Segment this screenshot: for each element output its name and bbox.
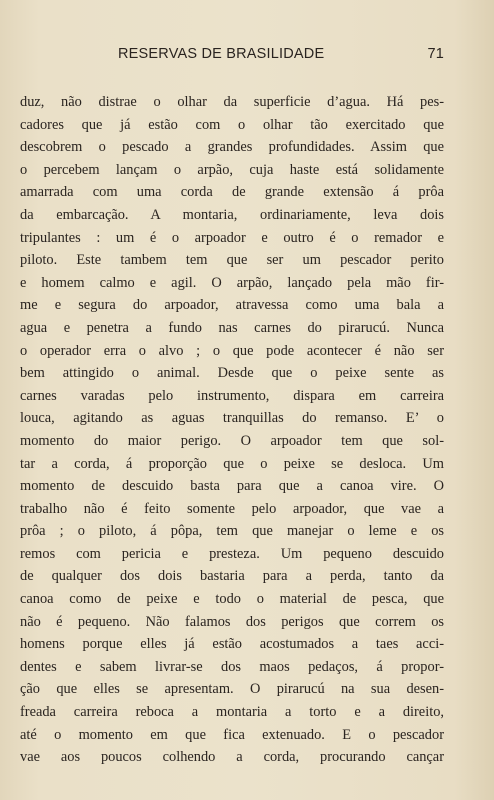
running-title: RESERVAS DE BRASILIDADE xyxy=(118,46,325,62)
text-line: momento do maior perigo. O arpoador tem que sol- xyxy=(20,432,444,449)
text-line: prôa ; o piloto, á pôpa, tem que manejar o leme e os xyxy=(20,523,444,540)
running-header xyxy=(20,46,444,68)
text-line: da embarcação. A montaria, ordinariamente, leva dois xyxy=(20,206,444,223)
text-line: carnes varadas pelo instrumento, dispara em carreira xyxy=(20,387,444,404)
text-line: amarrada com uma corda de grande extensão á prôa xyxy=(20,184,444,201)
text-line: até o momento em que fica extenuado. E o pescador xyxy=(20,726,444,743)
body-text xyxy=(20,91,444,769)
text-line: agua e penetra a fundo nas carnes do pirarucú. Nunca xyxy=(20,319,444,336)
text-line: remos com pericia e presteza. Um pequeno descuido xyxy=(20,545,444,562)
text-line: me e segura do arpoador, atravessa como uma bala a xyxy=(20,297,444,314)
text-line: descobrem o pescado a grandes profundidades. Assim que xyxy=(20,139,444,156)
text-line: dentes e sabem livrar-se dos maos pedaços, á propor- xyxy=(20,658,444,675)
text-line: de qualquer dos dois bastaria para a perda, tanto da xyxy=(20,568,444,585)
text-line: o percebem lançam o arpão, cuja haste está solidamente xyxy=(20,161,444,178)
text-line: momento de descuido basta para que a canoa vire. O xyxy=(20,478,444,495)
text-line: e homem calmo e agil. O arpão, lançado pela mão fir- xyxy=(20,274,444,291)
text-line: vae aos poucos colhendo a corda, procurando cançar xyxy=(20,749,444,766)
text-line: bem attingido o animal. Desde que o peixe sente as xyxy=(20,365,444,382)
text-line: cadores que já estão com o olhar tão exercitado que xyxy=(20,116,444,133)
text-line: louca, agitando as aguas tranquillas do remanso. E’ o xyxy=(20,410,444,427)
text-line: trabalho não é feito somente pelo arpoador, que vae a xyxy=(20,500,444,517)
text-line: freada carreira reboca a montaria a torto e a direito, xyxy=(20,704,444,721)
page-number: 71 xyxy=(427,46,444,62)
text-line: duz, não distrae o olhar da superficie d’agua. Há pes- xyxy=(20,94,444,110)
text-line: não é pequeno. Não falamos dos perigos que correm os xyxy=(20,613,444,630)
text-line: homens porque elles já estão acostumados a taes acci- xyxy=(20,636,444,653)
text-line: ção que elles se apresentam. O pirarucú na sua desen- xyxy=(20,681,444,698)
text-line: tar a corda, á proporção que o peixe se desloca. Um xyxy=(20,455,444,472)
text-line: piloto. Este tambem tem que ser um pescador perito xyxy=(20,252,444,269)
text-line: canoa como de peixe e todo o material de pesca, que xyxy=(20,591,444,608)
text-line: o operador erra o alvo ; o que pode acontecer é não ser xyxy=(20,342,444,359)
text-line: tripulantes : um é o arpoador e outro é o remador e xyxy=(20,229,444,246)
